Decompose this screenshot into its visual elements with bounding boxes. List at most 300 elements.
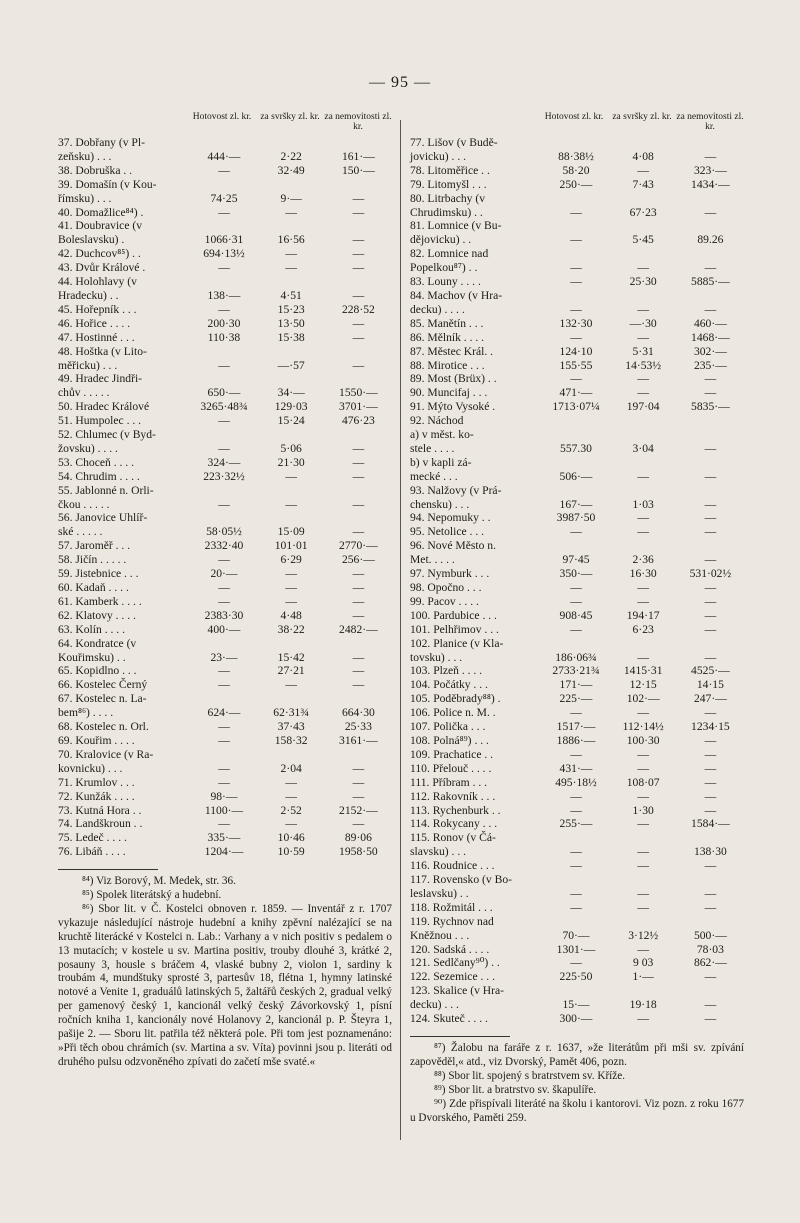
- real-estate-value: 323·—: [693, 163, 727, 177]
- real-estate-value: [677, 136, 744, 150]
- table-row: [410, 219, 744, 233]
- footnote: ⁹⁰) Zde přispívali literáté na školu i kantorovi. Viz pozn. z roku 1677 u Dvorského, Paměti 259.: [410, 1097, 744, 1124]
- entry-name: Chrudimsku) . .: [410, 205, 483, 219]
- cash-value: —: [570, 372, 582, 386]
- cash-value: 3265·48¾: [200, 400, 248, 414]
- cash-value: —: [570, 275, 582, 289]
- entry-name: 105. Poděbrady⁸⁸) .: [410, 692, 501, 706]
- furnishings-value: —: [637, 817, 649, 831]
- cash-value: [190, 692, 257, 706]
- real-estate-value: —: [352, 817, 365, 831]
- table-row: [410, 623, 744, 637]
- real-estate-value: [677, 219, 744, 233]
- furnishings-value: [258, 692, 325, 706]
- table-row: [58, 581, 392, 595]
- cash-value: —: [570, 859, 582, 873]
- real-estate-value: 1584·—: [691, 817, 730, 831]
- cash-value: —: [218, 775, 230, 789]
- furnishings-value: —: [637, 650, 649, 664]
- entry-name: 45. Hořepník . . .: [58, 302, 137, 316]
- entry-name: mecké . . .: [410, 469, 458, 483]
- real-estate-value: —: [704, 581, 717, 594]
- entry-name: chensku) . . .: [410, 497, 470, 511]
- furnishings-value: 25·30: [629, 275, 657, 289]
- real-estate-value: —: [352, 205, 365, 219]
- furnishings-value: —: [285, 497, 297, 511]
- real-estate-value: 302·—: [693, 344, 727, 358]
- real-estate-value: —: [704, 372, 717, 386]
- real-estate-value: —: [704, 553, 717, 567]
- real-estate-value: —: [704, 386, 717, 400]
- table-row: [410, 901, 744, 915]
- entry-name: 66. Kostelec Černý: [58, 678, 148, 692]
- furnishings-value: [610, 414, 677, 428]
- furnishings-value: —: [637, 1012, 649, 1026]
- real-estate-value: —: [352, 261, 365, 275]
- cash-value: [190, 484, 257, 498]
- real-estate-value: —: [352, 678, 365, 692]
- cash-value: —: [570, 233, 582, 247]
- real-estate-value: 4525·—: [691, 664, 730, 678]
- table-row: [410, 192, 744, 206]
- entry-name: 120. Sadská . . . .: [410, 942, 490, 956]
- furnishings-value: 1415·31: [623, 664, 663, 678]
- furnishings-value: 15·38: [277, 330, 305, 344]
- cash-value: —: [570, 525, 582, 539]
- real-estate-value: —: [704, 302, 717, 316]
- furnishings-value: 13·50: [277, 316, 305, 330]
- cash-value: 255·—: [559, 817, 593, 831]
- table-row: [58, 206, 392, 220]
- table-row: [58, 275, 392, 289]
- real-estate-value: —: [352, 191, 365, 205]
- real-estate-value: [677, 831, 744, 845]
- furnishings-value: 5·06: [280, 441, 302, 455]
- furnishings-value: 15·42: [277, 650, 305, 664]
- footnote: ⁸⁵) Spolek literátský a hudební.: [82, 889, 222, 902]
- cash-value: 110·38: [207, 330, 241, 344]
- furnishings-value: 14·53½: [625, 358, 662, 372]
- entry-name: 42. Duchcov⁸⁵) . .: [58, 247, 141, 261]
- real-estate-value: 500·—: [693, 928, 727, 942]
- table-row: [410, 331, 744, 345]
- furnishings-value: 3·04: [632, 441, 654, 455]
- table-row: [410, 525, 744, 539]
- entry-name: 112. Rakovník . . .: [410, 789, 496, 803]
- cash-value: —: [218, 261, 230, 275]
- real-estate-value: [677, 192, 744, 206]
- cash-value: [190, 275, 257, 289]
- cash-value: —: [570, 302, 582, 316]
- real-estate-value: 3701·—: [339, 400, 378, 414]
- table-row: [410, 1012, 744, 1026]
- real-estate-value: —: [704, 733, 717, 747]
- cash-value: [542, 484, 609, 498]
- table-row: [58, 331, 392, 345]
- real-estate-value: —: [704, 761, 717, 775]
- furnishings-value: 38·22: [277, 622, 305, 636]
- real-estate-value: 2152·—: [339, 803, 378, 817]
- table-row: [58, 817, 392, 831]
- cash-value: 124·10: [559, 344, 593, 358]
- entry-name: 84. Machov (v Hra-: [410, 288, 503, 302]
- table-row: [410, 804, 744, 818]
- real-estate-value: —: [704, 747, 717, 761]
- cash-value: [190, 372, 257, 386]
- page-number: — 95 —: [369, 74, 431, 91]
- table-row: [410, 539, 744, 553]
- cash-value: —: [570, 261, 582, 275]
- entry-name: 54. Chrudim . . . .: [58, 469, 140, 483]
- table-row: [58, 456, 392, 470]
- entry-name: 106. Police n. M. .: [410, 706, 496, 720]
- real-estate-value: 247·—: [693, 692, 727, 706]
- entry-name: 68. Kostelec n. Orl.: [58, 720, 149, 734]
- furnishings-value: [610, 539, 677, 553]
- real-estate-value: [677, 247, 744, 261]
- table-row: [58, 359, 392, 373]
- furnishings-value: —: [637, 302, 649, 316]
- furnishings-value: [610, 984, 677, 998]
- cash-value: [190, 637, 257, 651]
- entry-name: 63. Kolín . . . .: [58, 622, 125, 636]
- real-estate-value: 1550·—: [339, 386, 378, 400]
- entry-name: 124. Skuteč . . . .: [410, 1012, 488, 1026]
- header-cash: Hotovost zl. kr.: [544, 112, 604, 122]
- entry-name: kovnicku) . . .: [58, 761, 123, 775]
- real-estate-value: 1234·15: [691, 720, 730, 734]
- cash-value: [542, 831, 609, 845]
- furnishings-value: —: [285, 775, 297, 789]
- entry-name: 121. Sedlčany⁹⁰) . .: [410, 956, 500, 970]
- real-estate-value: [677, 637, 744, 651]
- furnishings-value: [258, 345, 325, 359]
- cash-value: —: [570, 789, 582, 803]
- furnishings-value: —: [285, 817, 297, 831]
- right-column: [410, 112, 744, 1125]
- furnishings-value: 6·29: [280, 553, 302, 567]
- table-row: [410, 442, 744, 456]
- right-entries-table: [410, 136, 744, 1026]
- furnishings-value: [610, 428, 677, 442]
- cash-value: 155·55: [559, 358, 593, 372]
- table-row: [410, 206, 744, 220]
- furnishings-value: 10·59: [277, 845, 305, 859]
- cash-value: [190, 136, 257, 150]
- real-estate-value: [325, 372, 392, 386]
- table-row: [410, 581, 744, 595]
- cash-value: 70·—: [562, 928, 590, 942]
- entry-name: 59. Jistebnice . . .: [58, 567, 139, 581]
- cash-value: —: [218, 497, 230, 511]
- furnishings-value: 194·17: [626, 608, 660, 622]
- entry-name: 82. Lomnice nad: [410, 247, 489, 261]
- furnishings-value: 2·52: [280, 803, 302, 817]
- left-footnotes: [58, 869, 392, 1070]
- furnishings-value: 1·—: [632, 970, 654, 984]
- entry-name: stele . . . .: [410, 441, 455, 455]
- cash-value: 694·13½: [203, 247, 245, 261]
- entry-name: 111. Příbram . . .: [410, 775, 488, 789]
- cash-value: —: [218, 302, 230, 316]
- cash-value: 15·—: [562, 998, 590, 1012]
- table-row: [410, 873, 744, 887]
- entry-name: 92. Náchod: [410, 414, 464, 428]
- real-estate-value: —: [704, 622, 717, 636]
- furnishings-value: —: [637, 761, 649, 775]
- real-estate-value: 150·—: [341, 163, 375, 177]
- real-estate-value: [325, 511, 392, 525]
- real-estate-value: —: [352, 358, 365, 372]
- table-row: [410, 553, 744, 567]
- entry-name: b) v kapli zá-: [410, 455, 472, 469]
- entry-name: 123. Skalice (v Hra-: [410, 984, 505, 998]
- real-estate-value: —: [352, 469, 365, 483]
- header-real-estate: za nemovitosti zl. kr.: [324, 112, 392, 132]
- real-estate-value: —: [704, 608, 717, 622]
- cash-value: 98·—: [210, 789, 238, 803]
- furnishings-value: —: [285, 581, 297, 594]
- furnishings-value: [610, 136, 677, 150]
- table-row: [58, 748, 392, 762]
- cash-value: 495·18½: [555, 775, 597, 789]
- furnishings-value: 12·15: [629, 678, 657, 692]
- furnishings-value: 112·14½: [622, 720, 664, 734]
- cash-value: 23·—: [210, 650, 238, 664]
- cash-value: 58·05½: [206, 525, 242, 539]
- entry-name: 71. Krumlov . . .: [58, 775, 135, 789]
- real-estate-value: —: [352, 288, 365, 302]
- entry-name: 46. Hořice . . . .: [58, 316, 131, 330]
- real-estate-value: [325, 178, 392, 192]
- cash-value: 1301·—: [556, 942, 596, 956]
- entry-name: 60. Kadaň . . . .: [58, 581, 129, 594]
- cash-value: 1204·—: [204, 845, 244, 859]
- real-estate-value: —: [704, 970, 717, 984]
- real-estate-value: 1434·—: [691, 177, 730, 191]
- cash-value: [542, 289, 609, 303]
- real-estate-value: —: [352, 525, 365, 539]
- entry-name: Kněžnou . . .: [410, 928, 470, 942]
- table-row: [410, 136, 744, 150]
- real-estate-value: —: [704, 803, 717, 817]
- real-estate-value: [677, 456, 744, 470]
- real-estate-value: [325, 748, 392, 762]
- furnishings-value: [610, 192, 677, 206]
- furnishings-value: [610, 247, 677, 261]
- cash-value: 225·—: [559, 692, 593, 706]
- furnishings-value: [610, 484, 677, 498]
- table-row: [410, 498, 744, 512]
- entry-name: 81. Lomnice (v Bu-: [410, 219, 502, 233]
- table-row: [410, 845, 744, 859]
- real-estate-value: —: [352, 316, 365, 330]
- furnishings-value: 9·—: [280, 191, 302, 205]
- real-estate-value: 235·—: [693, 358, 727, 372]
- entry-name: 114. Rokycany . . .: [410, 817, 498, 831]
- real-estate-value: —: [704, 497, 717, 511]
- cash-value: 400·—: [207, 622, 241, 636]
- cash-value: 624·—: [207, 706, 241, 720]
- furnishings-value: —: [637, 330, 649, 344]
- table-row: [410, 859, 744, 873]
- furnishings-value: 2·04: [280, 761, 302, 775]
- table-row: [58, 567, 392, 581]
- entry-name: 64. Kondratce (v: [58, 636, 137, 650]
- footnote: ⁸⁹) Sbor lit. a bratrstvo sv. škapulíře.: [434, 1083, 597, 1096]
- furnishings-value: 6·23: [632, 622, 654, 636]
- entry-name: 65. Kopidlno . . .: [58, 664, 137, 678]
- real-estate-value: —: [352, 441, 365, 455]
- table-row: [58, 845, 392, 859]
- table-row: [410, 664, 744, 678]
- table-row: [410, 831, 744, 845]
- entry-name: 119. Rychnov nad: [410, 914, 494, 928]
- furnishings-value: 19·18: [629, 998, 657, 1012]
- real-estate-value: 3161·—: [339, 733, 378, 747]
- real-estate-value: 138·30: [693, 845, 727, 859]
- entry-name: decku) . . .: [410, 998, 459, 1012]
- furnishings-value: —: [637, 886, 649, 900]
- entry-name: 55. Jablonné n. Orli-: [58, 483, 154, 497]
- cash-value: —: [218, 358, 230, 372]
- real-estate-value: —: [352, 455, 365, 469]
- table-row: [410, 428, 744, 442]
- real-estate-value: —: [704, 775, 717, 789]
- table-row: [410, 372, 744, 386]
- real-estate-value: [325, 637, 392, 651]
- table-row: [410, 233, 744, 247]
- entry-name: Popelkou⁸⁷) . .: [410, 261, 478, 275]
- table-row: [410, 247, 744, 261]
- table-row: [58, 442, 392, 456]
- real-estate-value: [677, 484, 744, 498]
- table-row: [58, 484, 392, 498]
- furnishings-value: 3·12½: [628, 928, 659, 942]
- cash-value: 132·30: [559, 316, 593, 330]
- real-estate-value: —: [704, 149, 717, 163]
- real-estate-value: [677, 539, 744, 553]
- table-row: [58, 247, 392, 261]
- furnishings-value: [610, 873, 677, 887]
- real-estate-value: [325, 219, 392, 233]
- table-row: [58, 790, 392, 804]
- entry-name: 115. Ronov (v Čá-: [410, 831, 496, 845]
- furnishings-value: —: [285, 469, 297, 483]
- table-row: [58, 706, 392, 720]
- real-estate-value: 161·—: [341, 149, 375, 163]
- entry-name: 107. Polička . . .: [410, 720, 486, 734]
- entry-name: 95. Netolice . . .: [410, 525, 485, 539]
- table-row: [58, 609, 392, 623]
- cash-value: —: [570, 845, 582, 859]
- furnishings-value: —: [637, 261, 649, 275]
- cash-value: 74·25: [210, 191, 238, 205]
- real-estate-value: —: [704, 441, 717, 455]
- cash-value: —: [218, 553, 230, 567]
- entry-name: 72. Kunžák . . . .: [58, 789, 135, 803]
- entry-name: 97. Nymburk . . .: [410, 567, 490, 581]
- furnishings-value: 21·30: [277, 455, 305, 469]
- footnote-rule: [58, 869, 158, 870]
- entry-name: jovicku) . . .: [410, 149, 467, 163]
- real-estate-value: —: [704, 859, 717, 873]
- table-row: [410, 345, 744, 359]
- entry-name: tovsku) . . .: [410, 650, 463, 664]
- table-row: [58, 428, 392, 442]
- furnishings-value: 4·51: [280, 288, 302, 302]
- table-row: [410, 720, 744, 734]
- entry-name: žovsku) . . . .: [58, 441, 118, 455]
- table-row: [58, 164, 392, 178]
- real-estate-value: —: [352, 664, 365, 678]
- real-estate-value: 78·03: [696, 942, 724, 956]
- furnishings-value: —: [637, 859, 649, 873]
- entry-name: 116. Roudnice . . .: [410, 859, 495, 873]
- entry-name: 39. Domašín (v Kou-: [58, 177, 157, 191]
- real-estate-value: —: [704, 998, 717, 1012]
- table-row: [58, 804, 392, 818]
- entry-name: 56. Janovice Uhlíř-: [58, 511, 148, 525]
- entry-name: 98. Opočno . . .: [410, 581, 482, 594]
- real-estate-value: —: [704, 706, 717, 720]
- furnishings-value: [258, 484, 325, 498]
- table-row: [410, 414, 744, 428]
- footnote-rule: [410, 1036, 510, 1037]
- left-entries-table: [58, 136, 392, 859]
- furnishings-value: —: [637, 845, 649, 859]
- entry-name: 110. Přelouč . . . .: [410, 761, 492, 775]
- cash-value: —: [218, 414, 230, 428]
- table-row: [58, 637, 392, 651]
- furnishings-value: 15·23: [277, 302, 305, 316]
- entry-name: 43. Dvůr Králové .: [58, 261, 146, 275]
- real-estate-value: 2482·—: [339, 622, 378, 636]
- entry-name: 78. Litoměřice . .: [410, 163, 490, 177]
- real-estate-value: [325, 692, 392, 706]
- furnishings-value: 197·04: [626, 400, 660, 414]
- entry-name: a) v měst. ko-: [410, 428, 474, 442]
- header-cash: Hotovost zl. kr.: [192, 112, 252, 122]
- furnishings-value: 102·—: [626, 692, 660, 706]
- furnishings-value: [610, 831, 677, 845]
- cash-value: —: [218, 664, 230, 678]
- footnote: ⁸⁸) Sbor lit. spojený s bratrstvem sv. Kříže.: [434, 1069, 626, 1082]
- entry-name: 91. Mýto Vysoké .: [410, 400, 496, 414]
- cash-value: 444·—: [207, 149, 241, 163]
- real-estate-value: —: [352, 608, 365, 622]
- real-estate-value: —: [704, 469, 717, 483]
- cash-value: —: [218, 594, 230, 608]
- furnishings-value: [610, 289, 677, 303]
- table-row: [410, 470, 744, 484]
- furnishings-value: 27·21: [277, 664, 305, 678]
- table-row: [410, 887, 744, 901]
- table-row: [410, 748, 744, 762]
- furnishings-value: —: [285, 261, 297, 275]
- entry-name: 58. Jičín . . . . .: [58, 553, 127, 567]
- left-column-header: [58, 112, 392, 136]
- table-row: [58, 414, 392, 428]
- entry-name: 70. Kralovice (v Ra-: [58, 747, 154, 761]
- furnishings-value: 4·08: [632, 149, 654, 163]
- real-estate-value: 25·33: [344, 720, 372, 734]
- entry-name: ské . . . . .: [58, 525, 103, 539]
- furnishings-value: [258, 136, 325, 150]
- cash-value: [542, 247, 609, 261]
- entry-name: 108. Polná⁸⁹) . . .: [410, 733, 489, 747]
- furnishings-value: 15·09: [277, 525, 305, 539]
